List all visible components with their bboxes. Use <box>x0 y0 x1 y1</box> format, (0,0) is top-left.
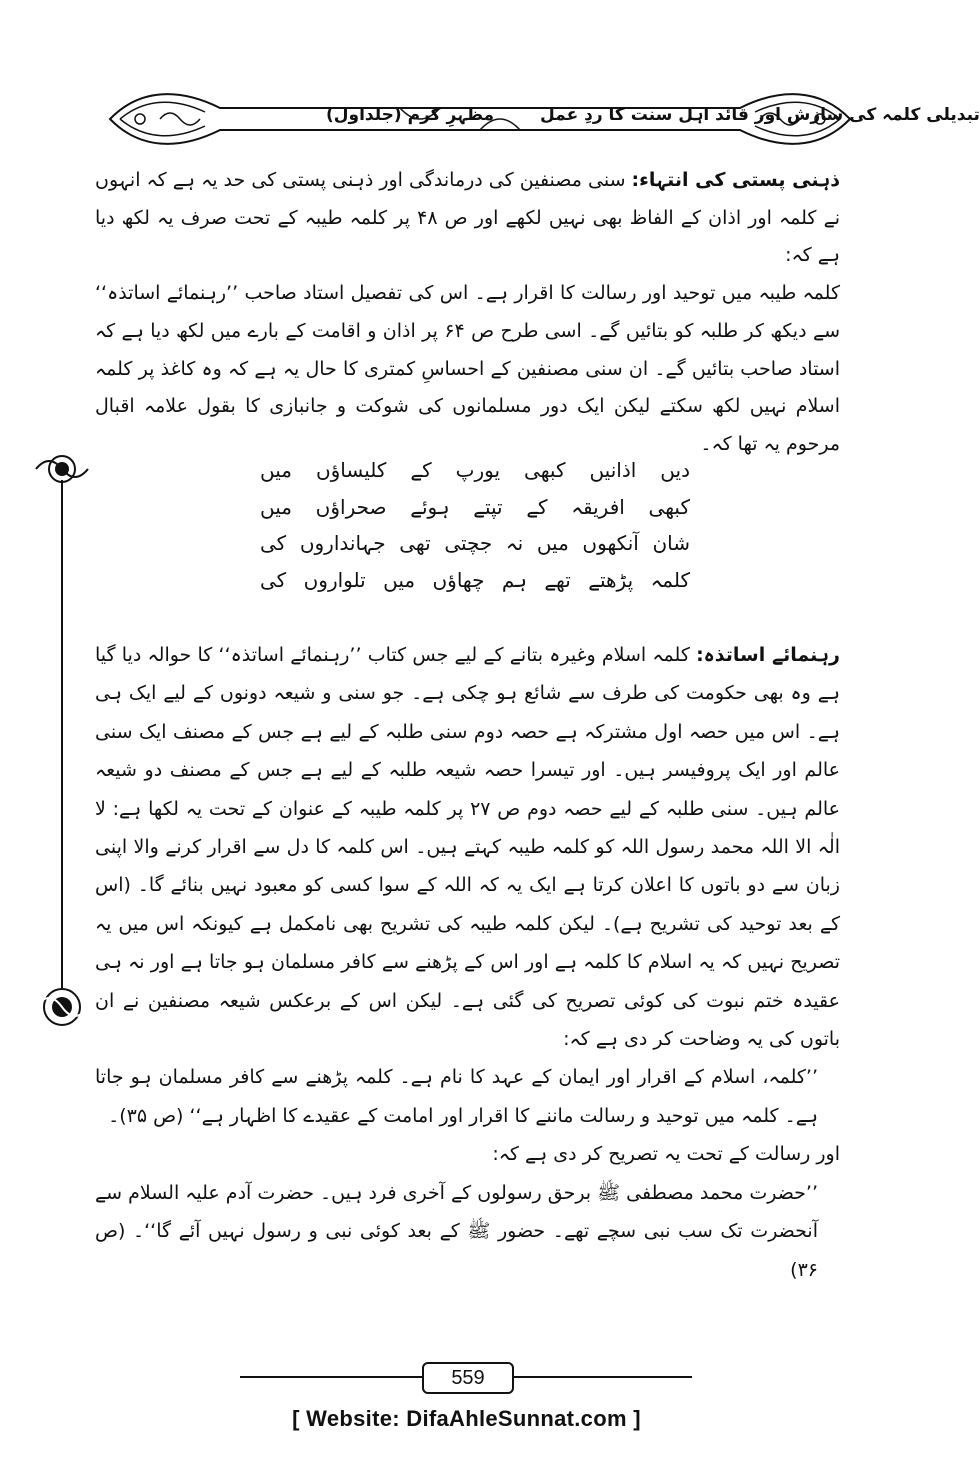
poem-line: شان آنکھوں میں نہ جچتی تھی جہانداروں کی <box>260 531 690 555</box>
section-heading: رہنمائے اساتذہ: <box>696 644 840 666</box>
quotation: ’’حضرت محمد مصطفی ﷺ برحق رسولوں کے آخری فرد ہیں۔ حضرت آدم علیہ السلام سے آنحضرت تک سب نبی سچے تھے۔ حضور ﷺ کے بعد کوئی نبی و رسول نہیں آئے گا‘‘۔ (ص ۳۶) <box>95 1181 818 1281</box>
text-block-2 <box>95 636 840 1289</box>
margin-ornament-icon <box>32 982 92 1032</box>
poem <box>260 452 690 598</box>
paragraph: کلمہ طیبہ میں توحید اور رسالت کا اقرار ہے۔ اس کی تفصیل استاد صاحب ’’رہنمائے اساتذہ‘‘ سے دیکھ کر طلبہ کو بتائیں گے۔ اسی طرح ص ۶۴ پر اذان و اقامت کے بارے میں لکھ دیا ہے کہ استاد صاحب بتائیں گے۔ ان سنی مصنفین کے احساسِ کمتری کا حال یہ ہے کہ وہ کاغذ پر کلمہ اسلام نہیں لکھ سکتے لیکن ایک دور مسلمانوں کی شوکت و جانبازی کا بقول علامہ اقبال مرحوم یہ تھا کہ۔ <box>95 282 840 455</box>
footer-rule-right <box>512 1376 692 1378</box>
paragraph: اور رسالت کے تحت یہ تصریح کر دی ہے کہ: <box>492 1143 840 1166</box>
website-credit: [ Website: DifaAhleSunnat.com ] <box>292 1406 641 1431</box>
margin-rule <box>61 480 63 988</box>
text-block-1 <box>95 162 840 464</box>
paragraph <box>95 636 840 1058</box>
paragraph-text: کلمہ اسلام وغیرہ بتانے کے لیے جس کتاب ’’رہنمائے اساتذہ‘‘ کا حوالہ دیا گیا ہے وہ بھی حکومت کی طرف سے شائع ہو چکی ہے۔ جو سنی و شیعہ دونوں کے لیے ایک ہی ہے۔ اس میں حصہ اول مشترکہ ہے حصہ دوم سنی طلبہ کے لیے ہے جس کے مصنف ایک سنی عالم اور ایک پروفیسر ہیں۔ اور تیسرا حصہ شیعہ طلبہ کے لیے ہے جس کے مصنف دو شیعہ عالم ہیں۔ سنی طلبہ کے لیے حصہ دوم ص ۲۷ پر کلمہ طیبہ کے عنوان کے تحت یہ لکھا ہے: لا الٰہ الا اللہ محمد رسول اللہ کو کلمہ طیبہ کہتے ہیں۔ اس کلمہ کا دل سے اقرار کرنے والا اپنی زبان سے دو باتوں کا اعلان کرتا ہے ایک یہ کہ اللہ کے سوا کسی کو معبود نہیں بنائے گا۔ (اس کے بعد توحید کی تشریح ہے)۔ لیکن کلمہ طیبہ کی تشریح بھی نامکمل ہے کیونکہ اس میں یہ تصریح نہیں کہ یہ اسلام کا کلمہ ہے اور اس کے پڑھنے سے کافر مسلمان ہو جاتا ہے اور نہ ہی عقیدہ ختم نبوت کی کوئی تصریح کی گئی ہے۔ لیکن اس کے برعکس شیعہ مصنفین نے ان باتوں کی یہ وضاحت کر دی ہے کہ: <box>95 644 840 1051</box>
header-book-title: مظہرِ کرم (جلداول) <box>326 105 495 125</box>
quotation: ’’کلمہ، اسلام کے اقرار اور ایمان کے عہد کا نام ہے۔ کلمہ پڑھنے سے کافر مسلمان ہو جاتا ہے۔ کلمہ میں توحید و رسالت ماننے کا اقرار اور امامت کے عقیدے کا اظہار ہے‘‘ (ص ۳۵)۔ <box>95 1066 818 1127</box>
footer-rule-left <box>240 1376 422 1378</box>
page-header <box>100 88 980 150</box>
poem-line: دیں اذانیں کبھی یورپ کے کلیساؤں میں <box>260 458 690 482</box>
page-number: 559 <box>422 1362 514 1394</box>
poem-line: کلمہ پڑھتے تھے ہم چھاؤں میں تلواروں کی <box>260 567 690 592</box>
section-heading: ذہنی پستی کی انتہاء: <box>631 169 840 191</box>
header-chapter-title: تبدیلی کلمہ کی سازش اور قائد اہل سنت کا ردِ عمل <box>540 105 980 125</box>
paragraph <box>95 162 840 275</box>
poem-line: کبھی افریقہ کے تپتے ہوئے صحراؤں میں <box>260 494 690 519</box>
paragraph-text: سنی مصنفین کی درماندگی اور ذہنی پستی کی حد یہ ہے کہ انہوں نے کلمہ اور اذان کے الفاظ بھی نہیں لکھے اور ص ۴۸ پر کلمہ طیبہ کے تحت صرف یہ لکھ دیا ہے کہ: <box>95 169 841 267</box>
